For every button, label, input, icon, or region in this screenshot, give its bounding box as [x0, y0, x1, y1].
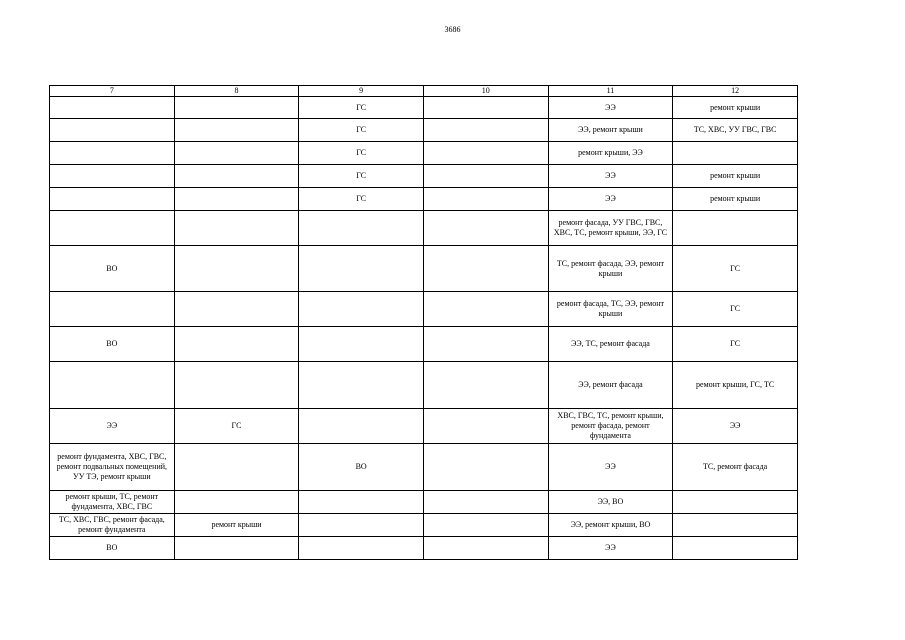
table-cell: ремонт фасада, УУ ГВС, ГВС, ХВС, ТС, ремонт крыши, ЭЭ, ГС [548, 211, 673, 246]
table-row [50, 165, 798, 188]
table-cell [423, 211, 548, 246]
table-cell [423, 491, 548, 514]
table-cell: ТС, ремонт фасада, ЭЭ, ремонт крыши [548, 246, 673, 292]
table-cell: ТС, ремонт фасада [673, 444, 798, 491]
table-cell [423, 142, 548, 165]
table-cell [50, 142, 175, 165]
table-cell [423, 444, 548, 491]
table-cell: ЭЭ [548, 165, 673, 188]
table-cell [299, 537, 424, 560]
table-cell: ремонт крыши, ТС, ремонт фундамента, ХВС, ГВС [50, 491, 175, 514]
table-cell: ремонт крыши [673, 97, 798, 119]
table-row [50, 119, 798, 142]
table-cell: ремонт крыши [673, 188, 798, 211]
table-row [50, 514, 798, 537]
table-cell: ремонт фасада, ТС, ЭЭ, ремонт крыши [548, 292, 673, 327]
table-row [50, 491, 798, 514]
table-cell [50, 292, 175, 327]
table-cell: ВО [299, 444, 424, 491]
table-cell [423, 119, 548, 142]
table-cell [423, 537, 548, 560]
column-header: 11 [548, 86, 673, 97]
table-cell: ЭЭ [548, 537, 673, 560]
table-body [50, 97, 798, 560]
table-cell [423, 292, 548, 327]
table-cell: ЭЭ [673, 409, 798, 444]
table-cell [174, 142, 299, 165]
column-header: 7 [50, 86, 175, 97]
column-header: 12 [673, 86, 798, 97]
table-cell: ВО [50, 537, 175, 560]
table-cell [174, 491, 299, 514]
table-cell [50, 362, 175, 409]
table-cell [174, 188, 299, 211]
table-cell [423, 188, 548, 211]
table-cell: ГС [673, 327, 798, 362]
table-cell [423, 409, 548, 444]
table-cell [299, 491, 424, 514]
table-cell [174, 292, 299, 327]
table-cell [299, 246, 424, 292]
table-header-row [50, 86, 798, 97]
table-cell: ВО [50, 327, 175, 362]
table-cell: ВО [50, 246, 175, 292]
table-row [50, 362, 798, 409]
table-cell [423, 97, 548, 119]
table-row [50, 327, 798, 362]
table-cell: ГС [299, 165, 424, 188]
table-cell [174, 327, 299, 362]
table-cell: ГС [673, 292, 798, 327]
table-cell [673, 491, 798, 514]
table-cell [299, 292, 424, 327]
table-cell: ГС [299, 119, 424, 142]
table-cell [299, 327, 424, 362]
table-cell [299, 514, 424, 537]
table-cell: ЭЭ [548, 97, 673, 119]
table-cell [423, 246, 548, 292]
table-row [50, 246, 798, 292]
table-cell [174, 97, 299, 119]
table-cell: ремонт крыши, ЭЭ [548, 142, 673, 165]
table-cell: ГС [299, 97, 424, 119]
table-cell: ЭЭ, ремонт крыши [548, 119, 673, 142]
table-cell: ЭЭ, ремонт фасада [548, 362, 673, 409]
table-cell: ГС [299, 142, 424, 165]
table-row [50, 537, 798, 560]
table-cell: ГС [174, 409, 299, 444]
table-cell: ремонт крыши, ГС, ТС [673, 362, 798, 409]
table-cell: ремонт фундамента, ХВС, ГВС, ремонт подвальных помещений, УУ ТЭ, ремонт крыши [50, 444, 175, 491]
table-cell [423, 514, 548, 537]
table-cell: ГС [673, 246, 798, 292]
table-cell [423, 327, 548, 362]
table-cell [174, 211, 299, 246]
table-cell: ЭЭ [50, 409, 175, 444]
table-row [50, 444, 798, 491]
table-cell: ремонт крыши [174, 514, 299, 537]
table-row [50, 211, 798, 246]
table-cell [299, 362, 424, 409]
table-cell [174, 165, 299, 188]
table-row [50, 142, 798, 165]
table-cell: ЭЭ [548, 444, 673, 491]
page-number: 3686 [444, 25, 461, 34]
table-cell [50, 211, 175, 246]
table-cell: ЭЭ, ВО [548, 491, 673, 514]
table-cell [299, 211, 424, 246]
column-header: 10 [423, 86, 548, 97]
table-cell [174, 246, 299, 292]
table-cell: ЭЭ [548, 188, 673, 211]
table-cell: ХВС, ГВС, ТС, ремонт крыши, ремонт фасада, ремонт фундамента [548, 409, 673, 444]
table-cell [423, 362, 548, 409]
column-header: 8 [174, 86, 299, 97]
table-cell [174, 119, 299, 142]
table-cell: ГС [299, 188, 424, 211]
table-cell [50, 119, 175, 142]
table-cell [50, 165, 175, 188]
table-row [50, 97, 798, 119]
table-cell: ЭЭ, ремонт крыши, ВО [548, 514, 673, 537]
table-cell [174, 444, 299, 491]
table-cell [673, 537, 798, 560]
table-cell [174, 362, 299, 409]
table-cell [50, 188, 175, 211]
table-cell [299, 409, 424, 444]
table-cell [673, 142, 798, 165]
column-header: 9 [299, 86, 424, 97]
table-cell: ТС, ХВС, ГВС, ремонт фасада, ремонт фундамента [50, 514, 175, 537]
table-cell [50, 97, 175, 119]
table-row [50, 188, 798, 211]
table-cell: ремонт крыши [673, 165, 798, 188]
table-cell [174, 537, 299, 560]
table-row [50, 292, 798, 327]
table-cell [673, 211, 798, 246]
table-row [50, 409, 798, 444]
data-table [49, 85, 798, 560]
table-cell [423, 165, 548, 188]
table-cell [673, 514, 798, 537]
table-cell: ТС, ХВС, УУ ГВС, ГВС [673, 119, 798, 142]
table-cell: ЭЭ, ТС, ремонт фасада [548, 327, 673, 362]
